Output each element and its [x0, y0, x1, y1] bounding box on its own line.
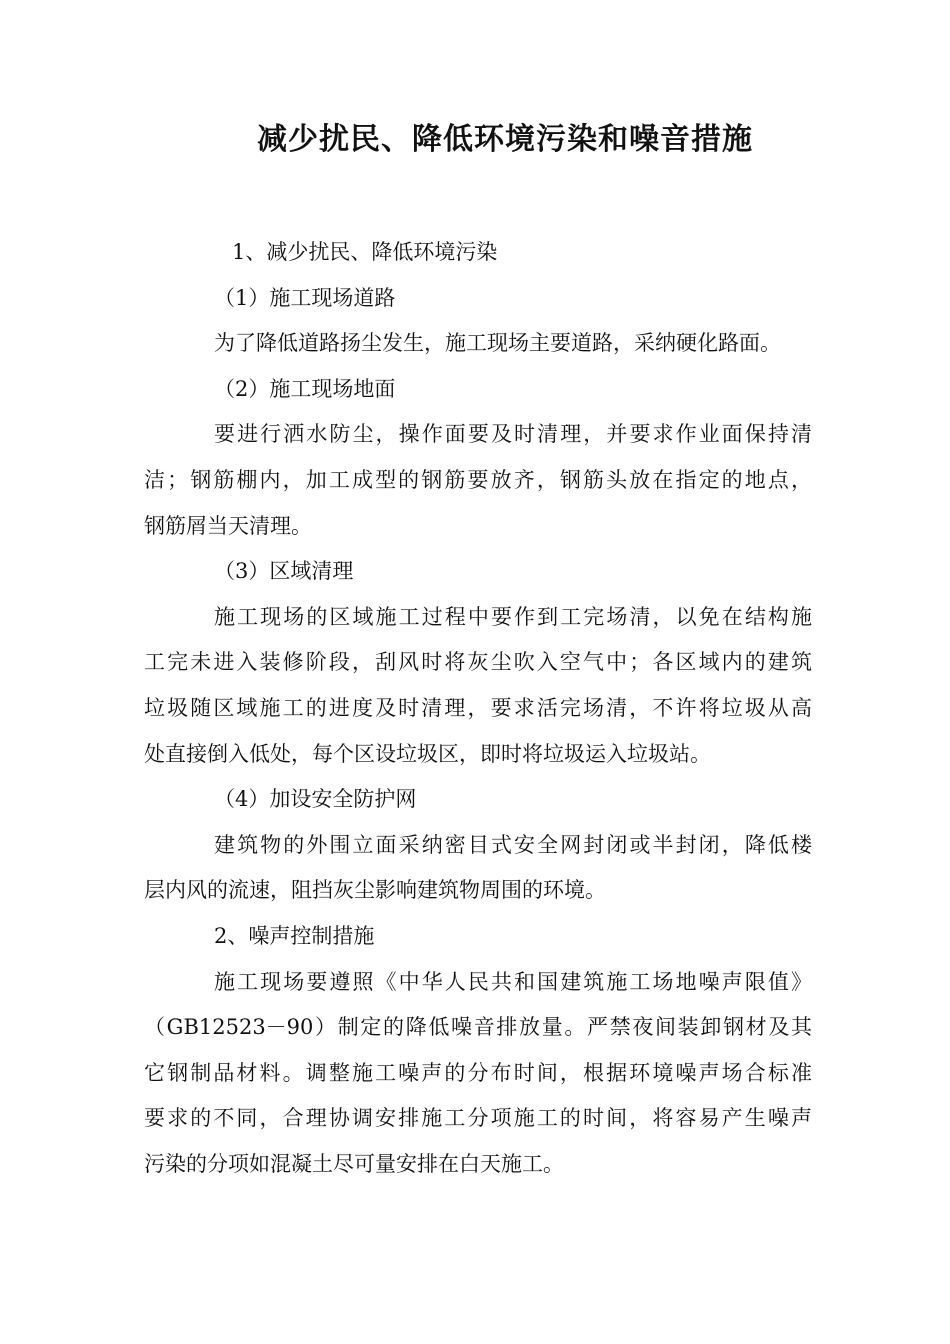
- section-2-heading: 2、噪声控制措施: [214, 923, 375, 948]
- paragraph-line: 它钢制品材料。调整施工噪声的分布时间，根据环境噪声场合标准: [144, 1060, 812, 1085]
- paragraph-line: 要进行洒水防尘，操作面要及时清理，并要求作业面保持清: [214, 422, 812, 447]
- paragraph-line: 施工现场的区域施工过程中要作到工完场清，以免在结构施: [214, 604, 812, 629]
- paragraph-line: 垃圾随区域施工的进度及时清理，要求活完场清，不许将垃圾从高: [144, 695, 812, 720]
- subsection-1-4-heading: （4）加设安全防护网: [214, 787, 417, 812]
- subsection-1-1-heading: （1）施工现场道路: [214, 285, 396, 310]
- paragraph-line: 钢筋屑当天清理。: [144, 513, 312, 538]
- paragraph-line: 建筑物的外围立面采纳密目式安全网封闭或半封闭，降低楼: [214, 832, 812, 857]
- paragraph-line: 工完未进入装修阶段，刮风时将灰尘吹入空气中；各区域内的建筑: [144, 650, 812, 675]
- paragraph-line: 施工现场要遵照《中华人民共和国建筑施工场地噪声限值》: [214, 969, 812, 994]
- paragraph-line: 层内风的流速，阻挡灰尘影响建筑物周围的环境。: [144, 878, 606, 903]
- subsection-1-2-heading: （2）施工现场地面: [214, 376, 396, 401]
- document-title: 减少扰民、降低环境污染和噪音措施: [257, 122, 753, 157]
- paragraph-line: （GB12523－90）制定的降低噪音排放量。严禁夜间装卸钢材及其: [144, 1015, 812, 1040]
- section-1-heading: 1、减少扰民、降低环境污染: [232, 240, 498, 264]
- paragraph-line: 要求的不同，合理协调安排施工分项施工的时间，将容易产生噪声: [144, 1106, 812, 1131]
- paragraph-line: 处直接倒入低处，每个区设垃圾区，即时将垃圾运入垃圾站。: [144, 741, 711, 766]
- paragraph-line: 为了降低道路扬尘发生，施工现场主要道路，采纳硬化路面。: [214, 331, 781, 356]
- document-body: [144, 230, 812, 1187]
- subsection-1-3-heading: （3）区域清理: [214, 559, 354, 584]
- paragraph-line: 污染的分项如混凝土尽可量安排在白天施工。: [144, 1151, 564, 1176]
- paragraph-line: 洁；钢筋棚内，加工成型的钢筋要放齐，钢筋头放在指定的地点，: [144, 467, 812, 492]
